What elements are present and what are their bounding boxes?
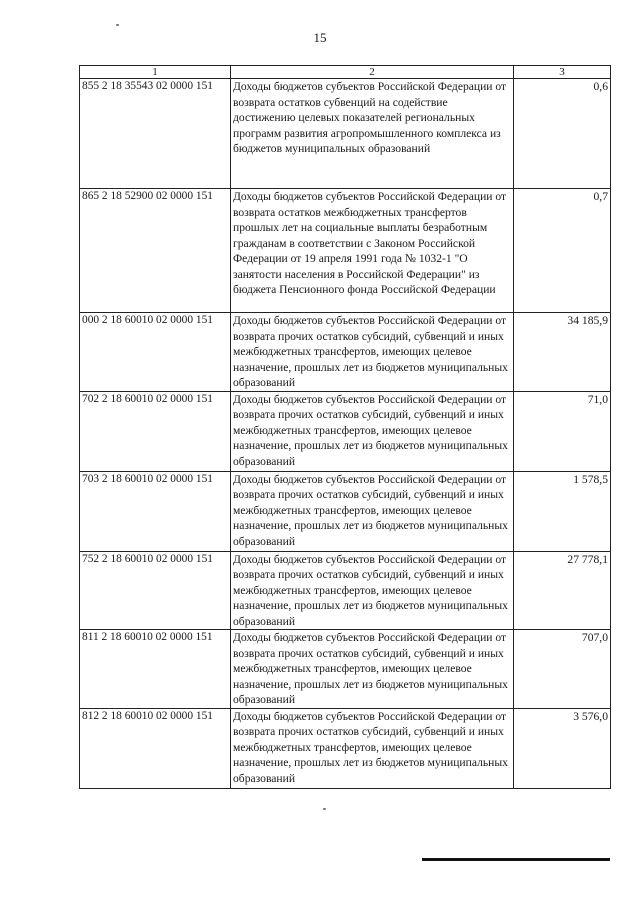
table-row	[80, 630, 611, 709]
revenue-amount-cell: 34 185,9	[514, 313, 611, 392]
revenue-code-cell: 000 2 18 60010 02 0000 151	[80, 313, 231, 392]
revenue-amount-cell: 3 576,0	[514, 708, 611, 788]
column-header-amount: 3	[514, 66, 611, 79]
revenue-code-cell: 865 2 18 52900 02 0000 151	[80, 189, 231, 313]
revenue-code-cell: 702 2 18 60010 02 0000 151	[80, 391, 231, 471]
table-row	[80, 471, 611, 551]
revenue-amount-cell: 0,7	[514, 189, 611, 313]
revenue-description-cell: Доходы бюджетов субъектов Российской Федерации от возврата остатков межбюджетных трансфертов прошлых лет на социальные выплаты безработным гражданам в соответствии с Законом Российской Федерации от 19 апреля 1991 года № 1032-1 "О занятости населения в Российской Федерации" из бюджета Пенсионного фонда Российской Федерации	[231, 189, 514, 313]
revenue-amount-cell: 0,6	[514, 79, 611, 189]
table-row	[80, 189, 611, 313]
table-row	[80, 313, 611, 392]
revenue-description-cell: Доходы бюджетов субъектов Российской Федерации от возврата остатков субвенций на содействие достижению целевых показателей региональных программ развития агропромышленного комплекса из бюджетов муниципальных образований	[231, 79, 514, 189]
revenue-amount-cell: 27 778,1	[514, 551, 611, 630]
scan-speck	[323, 808, 326, 810]
revenue-description-cell: Доходы бюджетов субъектов Российской Федерации от возврата прочих остатков субсидий, субвенций и иных межбюджетных трансфертов, имеющих целевое назначение, прошлых лет из бюджетов муниципальных образований	[231, 708, 514, 788]
revenue-code-cell: 703 2 18 60010 02 0000 151	[80, 471, 231, 551]
scan-speck	[116, 24, 119, 26]
revenue-code-cell: 855 2 18 35543 02 0000 151	[80, 79, 231, 189]
budget-revenue-table	[79, 65, 611, 789]
revenue-amount-cell: 707,0	[514, 630, 611, 709]
column-header-description: 2	[231, 66, 514, 79]
revenue-description-cell: Доходы бюджетов субъектов Российской Федерации от возврата прочих остатков субсидий, субвенций и иных межбюджетных трансфертов, имеющих целевое назначение, прошлых лет из бюджетов муниципальных образований	[231, 551, 514, 630]
revenue-description-cell: Доходы бюджетов субъектов Российской Федерации от возврата прочих остатков субсидий, субвенций и иных межбюджетных трансфертов, имеющих целевое назначение, прошлых лет из бюджетов муниципальных образований	[231, 471, 514, 551]
table-row	[80, 79, 611, 189]
revenue-code-cell: 752 2 18 60010 02 0000 151	[80, 551, 231, 630]
revenue-code-cell: 811 2 18 60010 02 0000 151	[80, 630, 231, 709]
column-header-code: 1	[80, 66, 231, 79]
table-header-row	[80, 66, 611, 79]
revenue-description-cell: Доходы бюджетов субъектов Российской Федерации от возврата прочих остатков субсидий, субвенций и иных межбюджетных трансфертов, имеющих целевое назначение, прошлых лет из бюджетов муниципальных образований	[231, 630, 514, 709]
table-row	[80, 391, 611, 471]
revenue-description-cell: Доходы бюджетов субъектов Российской Федерации от возврата прочих остатков субсидий, субвенций и иных межбюджетных трансфертов, имеющих целевое назначение, прошлых лет из бюджетов муниципальных образований	[231, 391, 514, 471]
footer-rule	[422, 858, 610, 861]
revenue-amount-cell: 71,0	[514, 391, 611, 471]
table-row	[80, 708, 611, 788]
revenue-description-cell: Доходы бюджетов субъектов Российской Федерации от возврата прочих остатков субсидий, субвенций и иных межбюджетных трансфертов, имеющих целевое назначение, прошлых лет из бюджетов муниципальных образований	[231, 313, 514, 392]
revenue-amount-cell: 1 578,5	[514, 471, 611, 551]
page-number: 15	[313, 30, 327, 45]
revenue-code-cell: 812 2 18 60010 02 0000 151	[80, 708, 231, 788]
table-row	[80, 551, 611, 630]
